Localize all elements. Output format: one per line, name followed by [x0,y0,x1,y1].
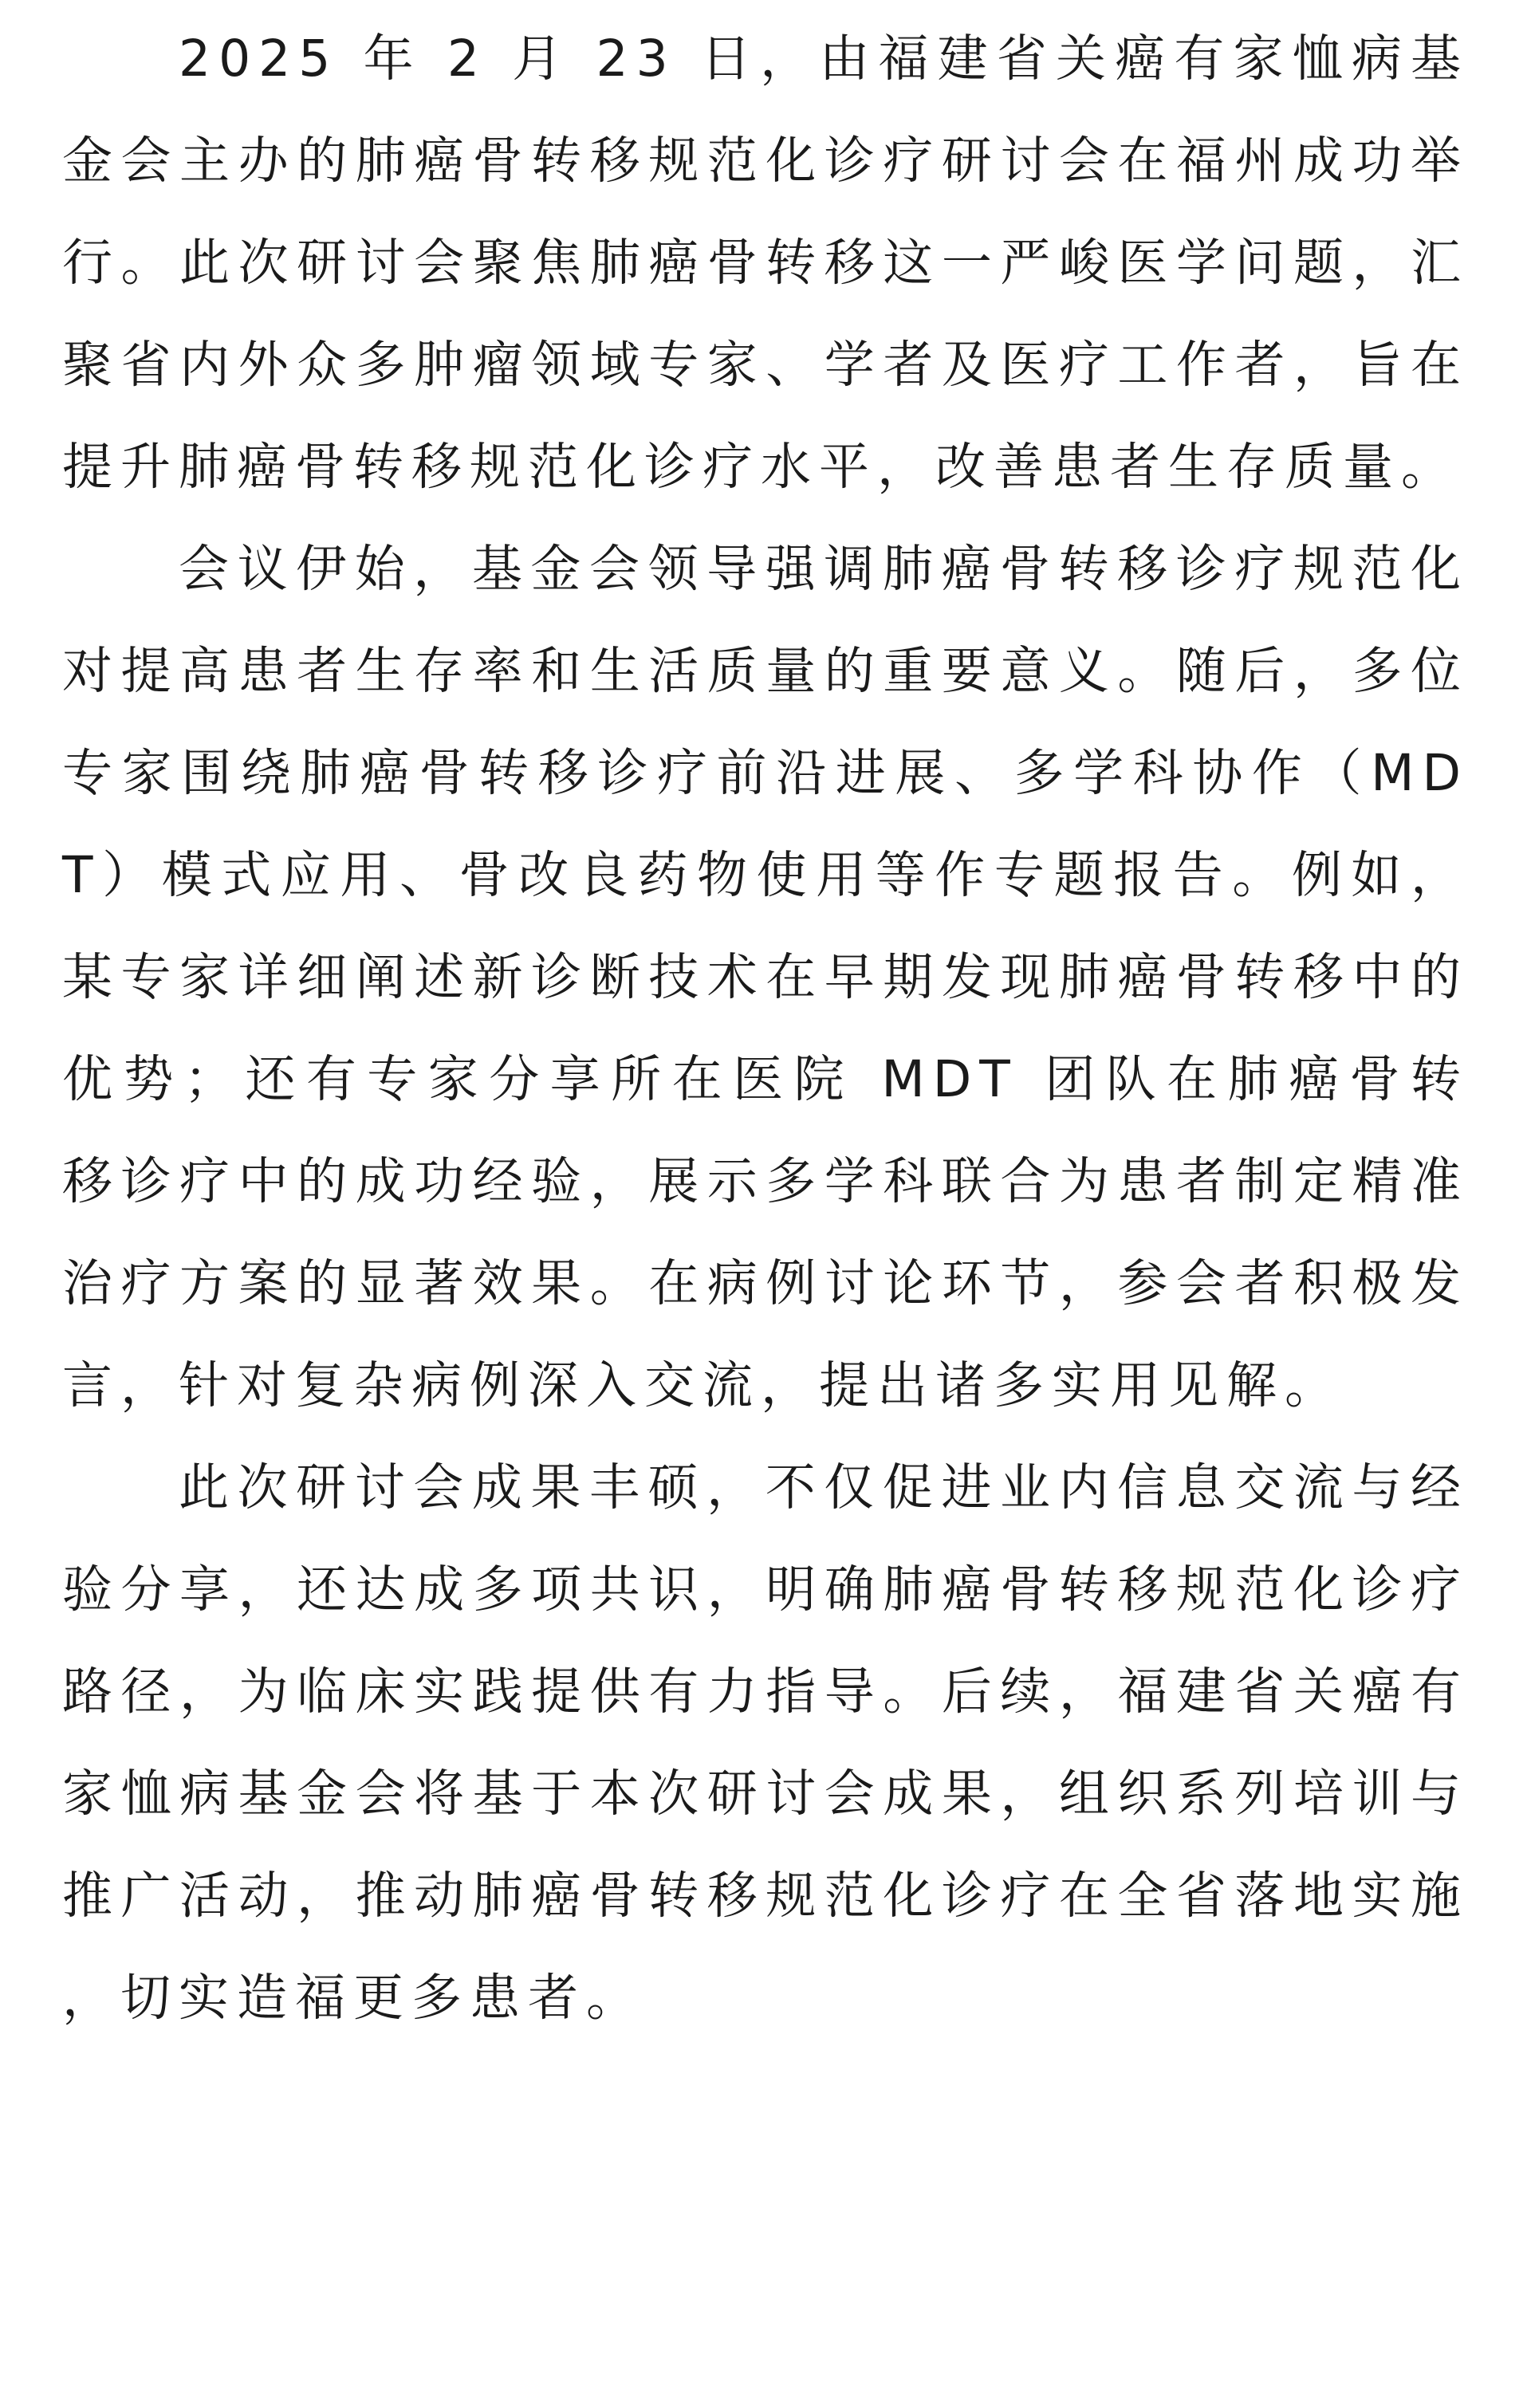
article-body [62,8,1469,2049]
paragraph-3: 此次研讨会成果丰硕，不仅促进业内信息交流与经验分享，还达成多项共识，明确肺癌骨转移规范化诊疗路径，为临床实践提供有力指导。后续，福建省关癌有家恤病基金会将基于本次研讨会成果，组织系列培训与推广活动，推动肺癌骨转移规范化诊疗在全省落地实施，切实造福更多患者。 [62,1458,1469,2027]
paragraph-1: 2025 年 2 月 23 日，由福建省关癌有家恤病基金会主办的肺癌骨转移规范化诊疗研讨会在福州成功举行。此次研讨会聚焦肺癌骨转移这一严峻医学问题，汇聚省内外众多肿瘤领域专家、学者及医疗工作者，旨在提升肺癌骨转移规范化诊疗水平，改善患者生存质量。 [62,30,1469,496]
paragraph-2: 会议伊始，基金会领导强调肺癌骨转移诊疗规范化对提高患者生存率和生活质量的重要意义。随后，多位专家围绕肺癌骨转移诊疗前沿进展、多学科协作（MDT）模式应用、骨改良药物使用等作专题报告。例如，某专家详细阐述新诊断技术在早期发现肺癌骨转移中的优势；还有专家分享所在医院 MDT 团队在肺癌骨转移诊疗中的成功经验，展示多学科联合为患者制定精准治疗方案的显著效果。在病例讨论环节，参会者积极发言，针对复杂病例深入交流，提出诸多实用见解。 [62,540,1469,1415]
